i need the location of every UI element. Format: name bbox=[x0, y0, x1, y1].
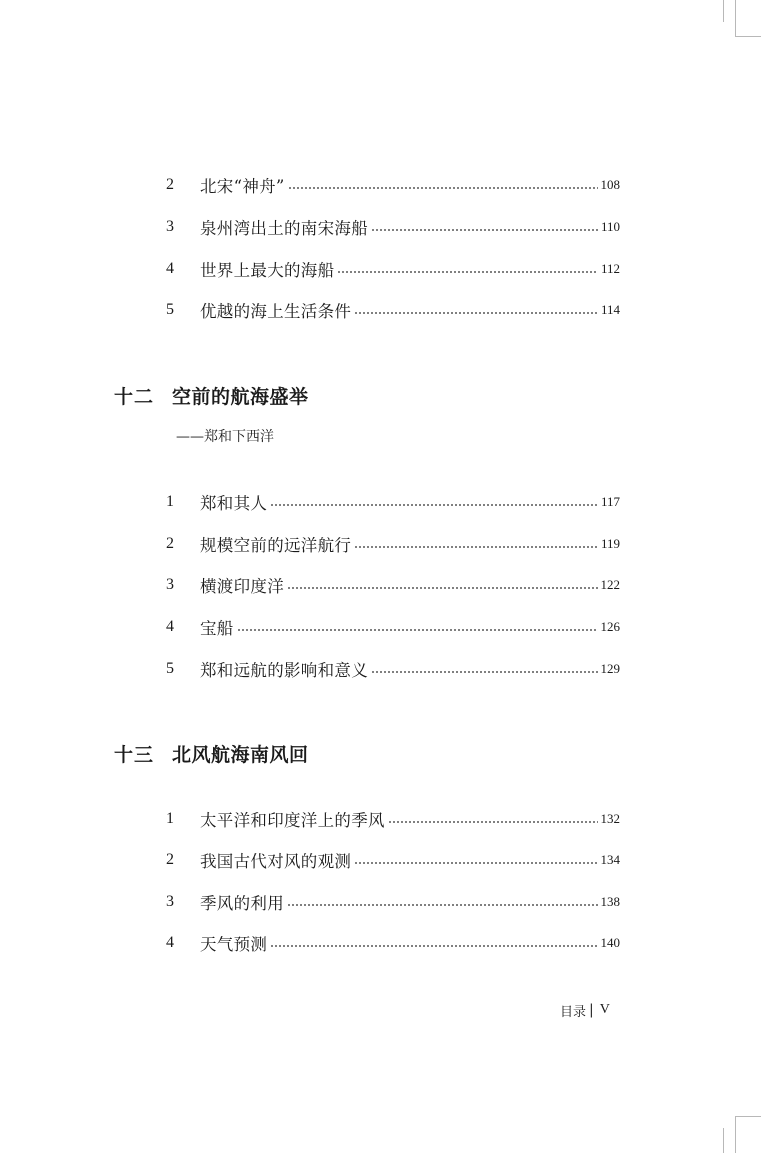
toc-entry-number: 2 bbox=[166, 176, 174, 193]
toc-entry-number: 4 bbox=[166, 934, 174, 951]
dot-leader bbox=[237, 629, 598, 631]
toc-entry-number: 2 bbox=[166, 851, 174, 868]
toc-entry-title: 宝船 bbox=[200, 619, 234, 638]
toc-entry-page: 119 bbox=[600, 536, 620, 551]
chapter-title: 北风航海南风回 bbox=[172, 743, 309, 766]
chapter-subtitle: ——郑和下西洋 bbox=[176, 429, 274, 445]
crop-mark-bottom-right-vertical bbox=[723, 1128, 724, 1153]
toc-entry-number: 1 bbox=[166, 493, 174, 510]
toc-entry-title: 我国古代对风的观测 bbox=[200, 852, 352, 871]
toc-entry-title: 郑和其人 bbox=[200, 494, 268, 513]
toc-entry-number: 3 bbox=[166, 893, 174, 910]
toc-entry-page: 114 bbox=[600, 302, 620, 317]
toc-entry-page: 138 bbox=[600, 894, 620, 909]
toc-entry-page: 140 bbox=[600, 935, 620, 950]
toc-entry-title: 季风的利用 bbox=[200, 894, 284, 913]
dot-leader bbox=[337, 271, 598, 273]
toc-entry-number: 3 bbox=[166, 576, 174, 593]
chapter-heading[interactable] bbox=[114, 380, 309, 410]
crop-mark-top-right-vertical bbox=[723, 0, 724, 22]
toc-entry-page: 122 bbox=[600, 577, 620, 592]
toc-entry[interactable] bbox=[166, 929, 620, 957]
toc-entry[interactable] bbox=[166, 488, 620, 516]
chapter-number: 十二 bbox=[114, 385, 155, 408]
toc-entry-number: 1 bbox=[166, 810, 174, 827]
crop-mark-bottom-right-vertical-outer bbox=[735, 1117, 736, 1153]
toc-entry-page: 112 bbox=[600, 261, 620, 276]
toc-entry[interactable] bbox=[166, 888, 620, 916]
toc-entry-page: 126 bbox=[600, 619, 620, 634]
toc-entry[interactable] bbox=[166, 213, 620, 241]
toc-entry-page: 117 bbox=[600, 494, 620, 509]
toc-entry-title: 郑和远航的影响和意义 bbox=[200, 661, 368, 680]
toc-entry[interactable] bbox=[166, 255, 620, 283]
toc-entry-title: 世界上最大的海船 bbox=[200, 261, 335, 280]
toc-entry[interactable] bbox=[166, 171, 620, 199]
dot-leader bbox=[354, 312, 598, 314]
toc-entry-title: 横渡印度洋 bbox=[200, 577, 284, 596]
chapter-number: 十三 bbox=[114, 743, 155, 766]
toc-entry-title: 规模空前的远洋航行 bbox=[200, 536, 352, 555]
toc-entry-page: 108 bbox=[600, 177, 620, 192]
toc-entry[interactable] bbox=[166, 530, 620, 558]
toc-entry-page: 129 bbox=[600, 661, 620, 676]
toc-entry-number: 5 bbox=[166, 660, 174, 677]
footer-label: 目录 bbox=[560, 1004, 587, 1020]
toc-entry-title: 泉州湾出土的南宋海船 bbox=[200, 219, 368, 238]
dot-leader bbox=[287, 587, 598, 589]
toc-entry[interactable] bbox=[166, 805, 620, 833]
toc-entry-number: 4 bbox=[166, 618, 174, 635]
toc-entry-title: 优越的海上生活条件 bbox=[200, 302, 352, 321]
toc-entry-title: 天气预测 bbox=[200, 935, 268, 954]
chapter-title: 空前的航海盛举 bbox=[172, 385, 309, 408]
dot-leader bbox=[388, 821, 598, 823]
toc-entry[interactable] bbox=[166, 571, 620, 599]
chapter-heading[interactable] bbox=[114, 738, 309, 768]
toc-entry-number: 4 bbox=[166, 260, 174, 277]
footer-separator: | bbox=[589, 1002, 594, 1018]
toc-entry-number: 2 bbox=[166, 535, 174, 552]
toc-entry[interactable] bbox=[166, 655, 620, 683]
crop-mark-bottom-right-horizontal bbox=[735, 1116, 761, 1117]
toc-entry[interactable] bbox=[166, 296, 620, 324]
toc-entry[interactable] bbox=[166, 613, 620, 641]
toc-entry-page: 134 bbox=[600, 852, 620, 867]
dot-leader bbox=[371, 229, 598, 231]
footer-page-number: V bbox=[599, 1002, 610, 1017]
dot-leader bbox=[270, 504, 598, 506]
dot-leader bbox=[371, 671, 598, 673]
toc-entry-title: 北宋“神舟” bbox=[200, 177, 285, 196]
page-footer bbox=[560, 998, 610, 1022]
crop-mark-top-right-horizontal bbox=[735, 36, 761, 37]
dot-leader bbox=[287, 904, 598, 906]
dot-leader bbox=[288, 187, 598, 189]
toc-entry-title: 太平洋和印度洋上的季风 bbox=[200, 811, 385, 830]
toc-entry-number: 3 bbox=[166, 218, 174, 235]
toc-entry-page: 132 bbox=[600, 811, 620, 826]
toc-entry-page: 110 bbox=[600, 219, 620, 234]
dot-leader bbox=[354, 862, 597, 864]
dot-leader bbox=[354, 546, 598, 548]
toc-entry-number: 5 bbox=[166, 301, 174, 318]
crop-mark-top-right-vertical-outer bbox=[735, 0, 736, 36]
dot-leader bbox=[270, 945, 597, 947]
toc-entry[interactable] bbox=[166, 846, 620, 874]
